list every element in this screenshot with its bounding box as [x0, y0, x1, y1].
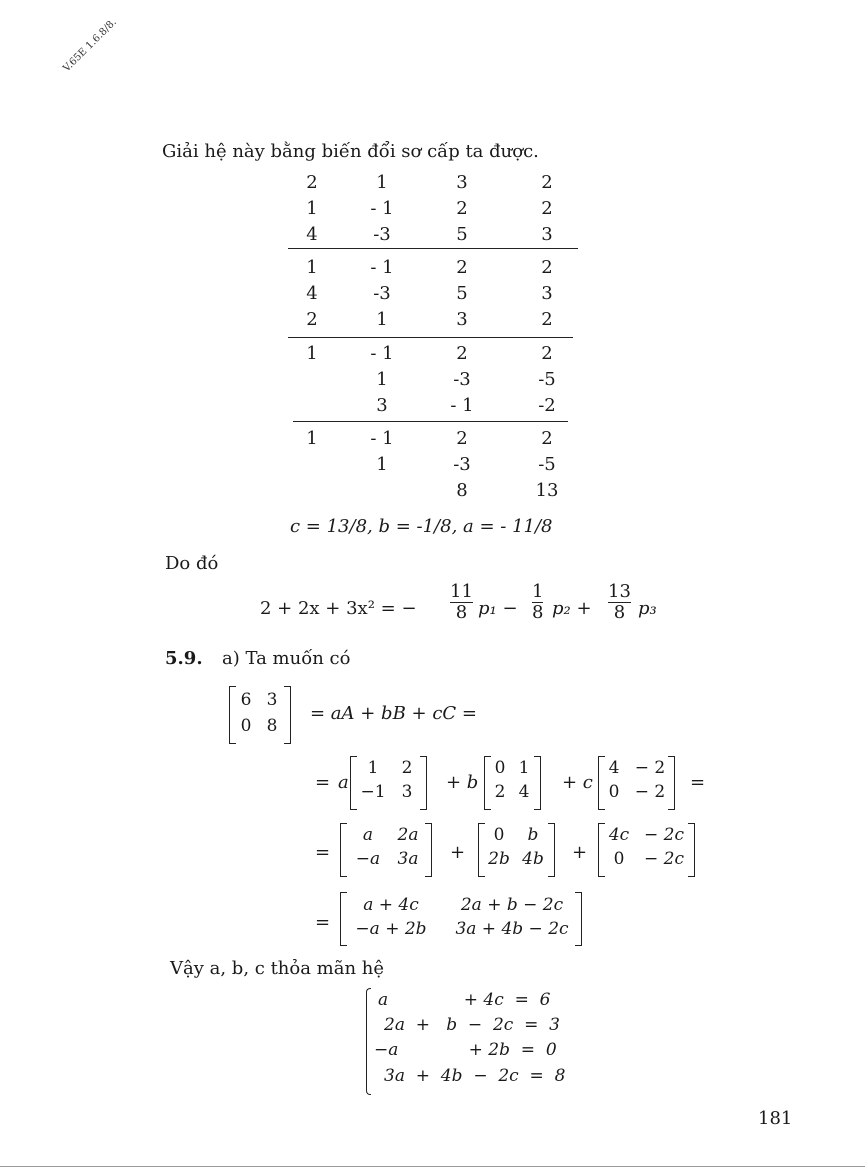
tableau-cell: 2 [456, 257, 468, 278]
tableau-cell: 4 [306, 283, 318, 304]
tableau-cell: 2 [541, 198, 553, 219]
vay-text: Vậy a, b, c thỏa mãn hệ [170, 958, 385, 979]
tableau-cell: 2 [541, 309, 553, 330]
section-number: 5.9. [165, 648, 203, 669]
tableau-cell: -3 [373, 283, 391, 304]
system-eq-3: −a + 2b = 0 [374, 1040, 557, 1060]
tableau-rule-3 [293, 421, 568, 422]
tableau-cell: 2 [541, 428, 553, 449]
tableau-cell: 2 [541, 172, 553, 193]
tableau-cell: 3 [541, 283, 553, 304]
tableau-cell: -3 [373, 224, 391, 245]
tableau-cell: 2 [456, 343, 468, 364]
tableau-cell: 1 [376, 454, 388, 475]
tableau-cell: 5 [456, 224, 468, 245]
tableau-cell: - 1 [370, 257, 394, 278]
page-number: 181 [758, 1108, 793, 1129]
system-eq-2: 2a + b − 2c = 3 [384, 1015, 560, 1035]
tableau-cell: - 1 [450, 395, 474, 416]
poly-p1: p₁ − [478, 598, 518, 619]
library-stamp: V.65E 1.6.8/8. [61, 16, 119, 75]
frac-11-8: $\frac{11}{8}$ [450, 581, 473, 623]
tableau-cell: 13 [535, 480, 559, 501]
tableau-rule-1 [288, 248, 578, 249]
tableau-cell: 1 [376, 309, 388, 330]
tableau-cell: -2 [538, 395, 556, 416]
tableau-cell: 2 [541, 343, 553, 364]
tableau-cell: 1 [306, 257, 318, 278]
tableau-cell: -5 [538, 369, 556, 390]
section-text: a) Ta muốn có [222, 648, 351, 669]
tableau-cell: 1 [376, 369, 388, 390]
frac-1-8: $\frac{1}{8}$ [532, 581, 544, 623]
tableau-cell: 3 [376, 395, 388, 416]
frac-13-8: $\frac{13}{8}$ [608, 581, 631, 623]
tableau-cell: 1 [306, 198, 318, 219]
tableau-cell: - 1 [370, 343, 394, 364]
poly-p3: p₃ [638, 598, 657, 619]
tableau-cell: -3 [453, 369, 471, 390]
tableau-cell: 3 [541, 224, 553, 245]
tableau-cell: -3 [453, 454, 471, 475]
tableau-cell: 1 [306, 428, 318, 449]
tableau-cell: 2 [456, 428, 468, 449]
tableau-cell: 8 [456, 480, 468, 501]
tableau-cell: 2 [306, 172, 318, 193]
tableau-cell: 3 [456, 309, 468, 330]
tableau-cell: 2 [306, 309, 318, 330]
tableau-cell: -5 [538, 454, 556, 475]
page-bottom-rule [0, 1166, 865, 1167]
tableau-cell: 1 [306, 343, 318, 364]
tableau-cell: - 1 [370, 198, 394, 219]
poly-lhs: 2 + 2x + 3x² = − [260, 598, 417, 619]
tableau-cell: 1 [376, 172, 388, 193]
tableau-rule-2 [288, 337, 573, 338]
solution-line: c = 13/8, b = -1/8, a = - 11/8 [290, 516, 553, 537]
tableau-cell: - 1 [370, 428, 394, 449]
intro-text: Giải hệ này bằng biến đổi sơ cấp ta được. [162, 141, 539, 162]
tableau-cell: 4 [306, 224, 318, 245]
do-do-text: Do đó [165, 553, 219, 574]
poly-p2: p₂ + [552, 598, 592, 619]
tableau-cell: 2 [541, 257, 553, 278]
tableau-cell: 3 [456, 172, 468, 193]
eq1-rhs: = aA + bB + cC = [310, 703, 477, 724]
tableau-cell: 2 [456, 198, 468, 219]
tableau-cell: 5 [456, 283, 468, 304]
system-eq-1: a + 4c = 6 [378, 990, 551, 1010]
system-eq-4: 3a + 4b − 2c = 8 [384, 1066, 566, 1086]
